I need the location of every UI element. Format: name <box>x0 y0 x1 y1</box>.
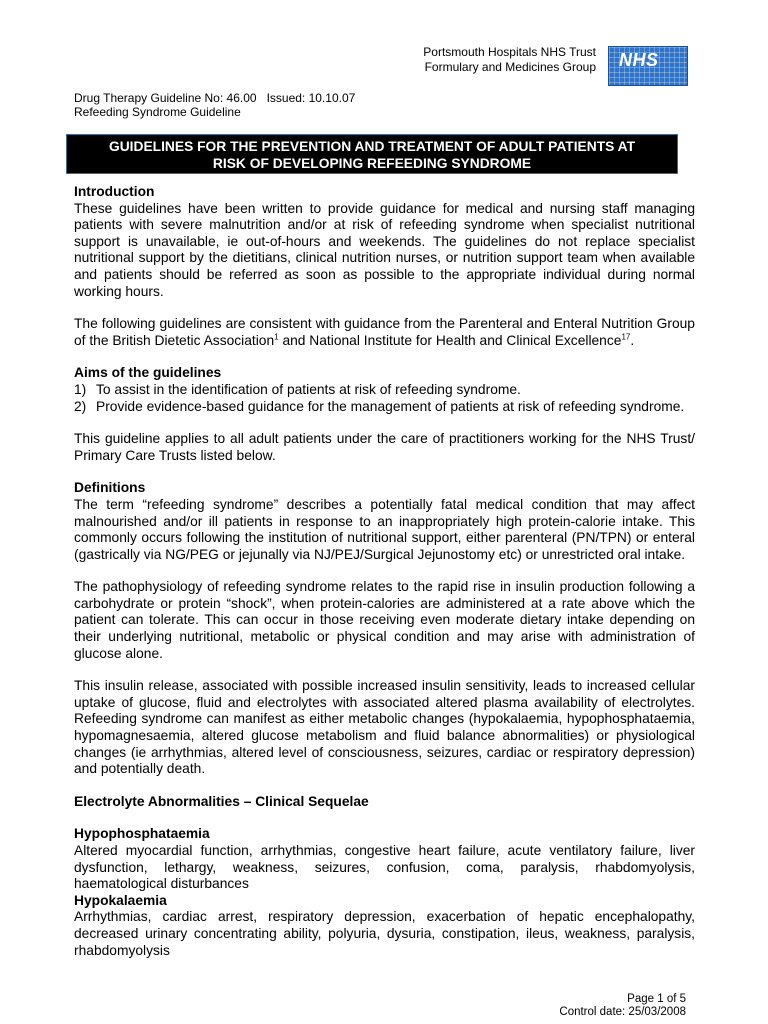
hypophosphataemia-text: Altered myocardial function, arrhythmias, congestive heart failure, acute ventilatory failure, liver dysfunction, lethargy, weakness, seizures, confusion, coma, paralysis, rhabdomyolysis, haematological disturbances <box>74 843 695 892</box>
definitions-paragraph-2: The pathophysiology of refeeding syndrome relates to the rapid rise in insulin production following a carbohydrate or protein “shock”, when protein-calories are administered at a rate above which the patient can tolerate. This can occur in those receiving even moderate dietary intake depending on their underlying nutritional, metabolic or physical condition and may arise with administration of glucose alone. <box>74 579 695 661</box>
page-number: Page 1 of 5 <box>627 993 686 1005</box>
citation-1: 1 <box>274 332 279 342</box>
list-item: 2) Provide evidence-based guidance for the management of patients at risk of refeeding syndrome. <box>74 398 685 414</box>
guideline-number: Drug Therapy Guideline No: 46.00 <box>74 91 257 105</box>
scope-paragraph: This guideline applies to all adult patients under the care of practitioners working for the NHS Trust/ Primary Care Trusts listed below. <box>74 431 695 463</box>
aims-heading: Aims of the guidelines <box>74 365 222 381</box>
page-footer <box>520 993 686 1019</box>
nhs-logo-text: NHS <box>619 50 659 70</box>
nhs-logo <box>608 46 688 86</box>
hypophosphataemia-heading: Hypophosphataemia <box>74 826 210 842</box>
introduction-paragraph-1: These guidelines have been written to provide guidance for medical and nursing staff managing patients with severe malnutrition and/or at risk of refeeding syndrome when specialist nutritional support is unavailable, ie out-of-hours and weekends. The guidelines do not replace specialist nutritional support by the dietitians, clinical nutrition nurses, or nutrition support team when available and patients should be referred as soon as possible to the appropriate individual during normal working hours. <box>74 200 695 299</box>
electrolytes-heading: Electrolyte Abnormalities – Clinical Sequelae <box>74 793 369 809</box>
trust-name: Portsmouth Hospitals NHS Trust <box>423 45 596 59</box>
title-line-2: RISK OF DEVELOPING REFEEDING SYNDROME <box>212 156 532 171</box>
definitions-heading: Definitions <box>74 480 146 496</box>
list-item: 1) To assist in the identification of patients at risk of refeeding syndrome. <box>74 381 521 397</box>
definitions-paragraph-1: The term “refeeding syndrome” describes a potentially fatal medical condition that may affect malnourished and/or ill patients in response to an inappropriately high protein-calorie intake. This commonly occurs following the institution of nutritional support, either parenteral (PN/TPN) or enteral (gastrically via NG/PEG or jejunally via NJ/PEJ/Surgical Jejunostomy etc) or unrestricted oral intake. <box>74 496 695 562</box>
introduction-heading: Introduction <box>74 184 155 199</box>
definitions-paragraph-3: This insulin release, associated with possible increased insulin sensitivity, leads to increased cellular uptake of glucose, fluid and electrolytes with associated altered plasma availability of electrolytes. Refeeding syndrome can manifest as either metabolic changes (hypokalaemia, hypophosphataemia, hypomagnesaemia, altered glucose metabolism and fluid balance abnormalities) or physiological changes (ie arrhythmias, altered level of consciousness, seizures, cardiac or respiratory depression) and potentially death. <box>74 678 695 777</box>
document-body <box>74 184 695 959</box>
document-meta <box>74 91 355 119</box>
introduction-paragraph-2: The following guidelines are consistent with guidance from the Parenteral and Enteral Nutrition Group of the British Dietetic Association$^1$ and National Institute for Health and Clinical Excellence$^{17}$. <box>74 316 695 348</box>
document-title <box>66 134 678 174</box>
issue-date: Issued: 10.10.07 <box>266 91 356 105</box>
citation-17: 17 <box>621 332 631 342</box>
hypokalaemia-heading: Hypokalaemia <box>74 892 167 908</box>
guideline-name: Refeeding Syndrome Guideline <box>74 105 241 119</box>
trust-name-block <box>380 45 596 75</box>
group-name: Formulary and Medicines Group <box>424 60 596 74</box>
hypokalaemia-text: Arrhythmias, cardiac arrest, respiratory depression, exacerbation of hepatic encephalopathy, decreased urinary concentrating ability, polyuria, dysuria, constipation, ileus, weakness, paralysis, rhabdomyolysis <box>74 909 695 958</box>
aims-list <box>74 382 695 415</box>
control-date: Control date: 25/03/2008 <box>559 1006 686 1018</box>
title-line-1: GUIDELINES FOR THE PREVENTION AND TREATMENT OF ADULT PATIENTS AT <box>108 139 636 154</box>
